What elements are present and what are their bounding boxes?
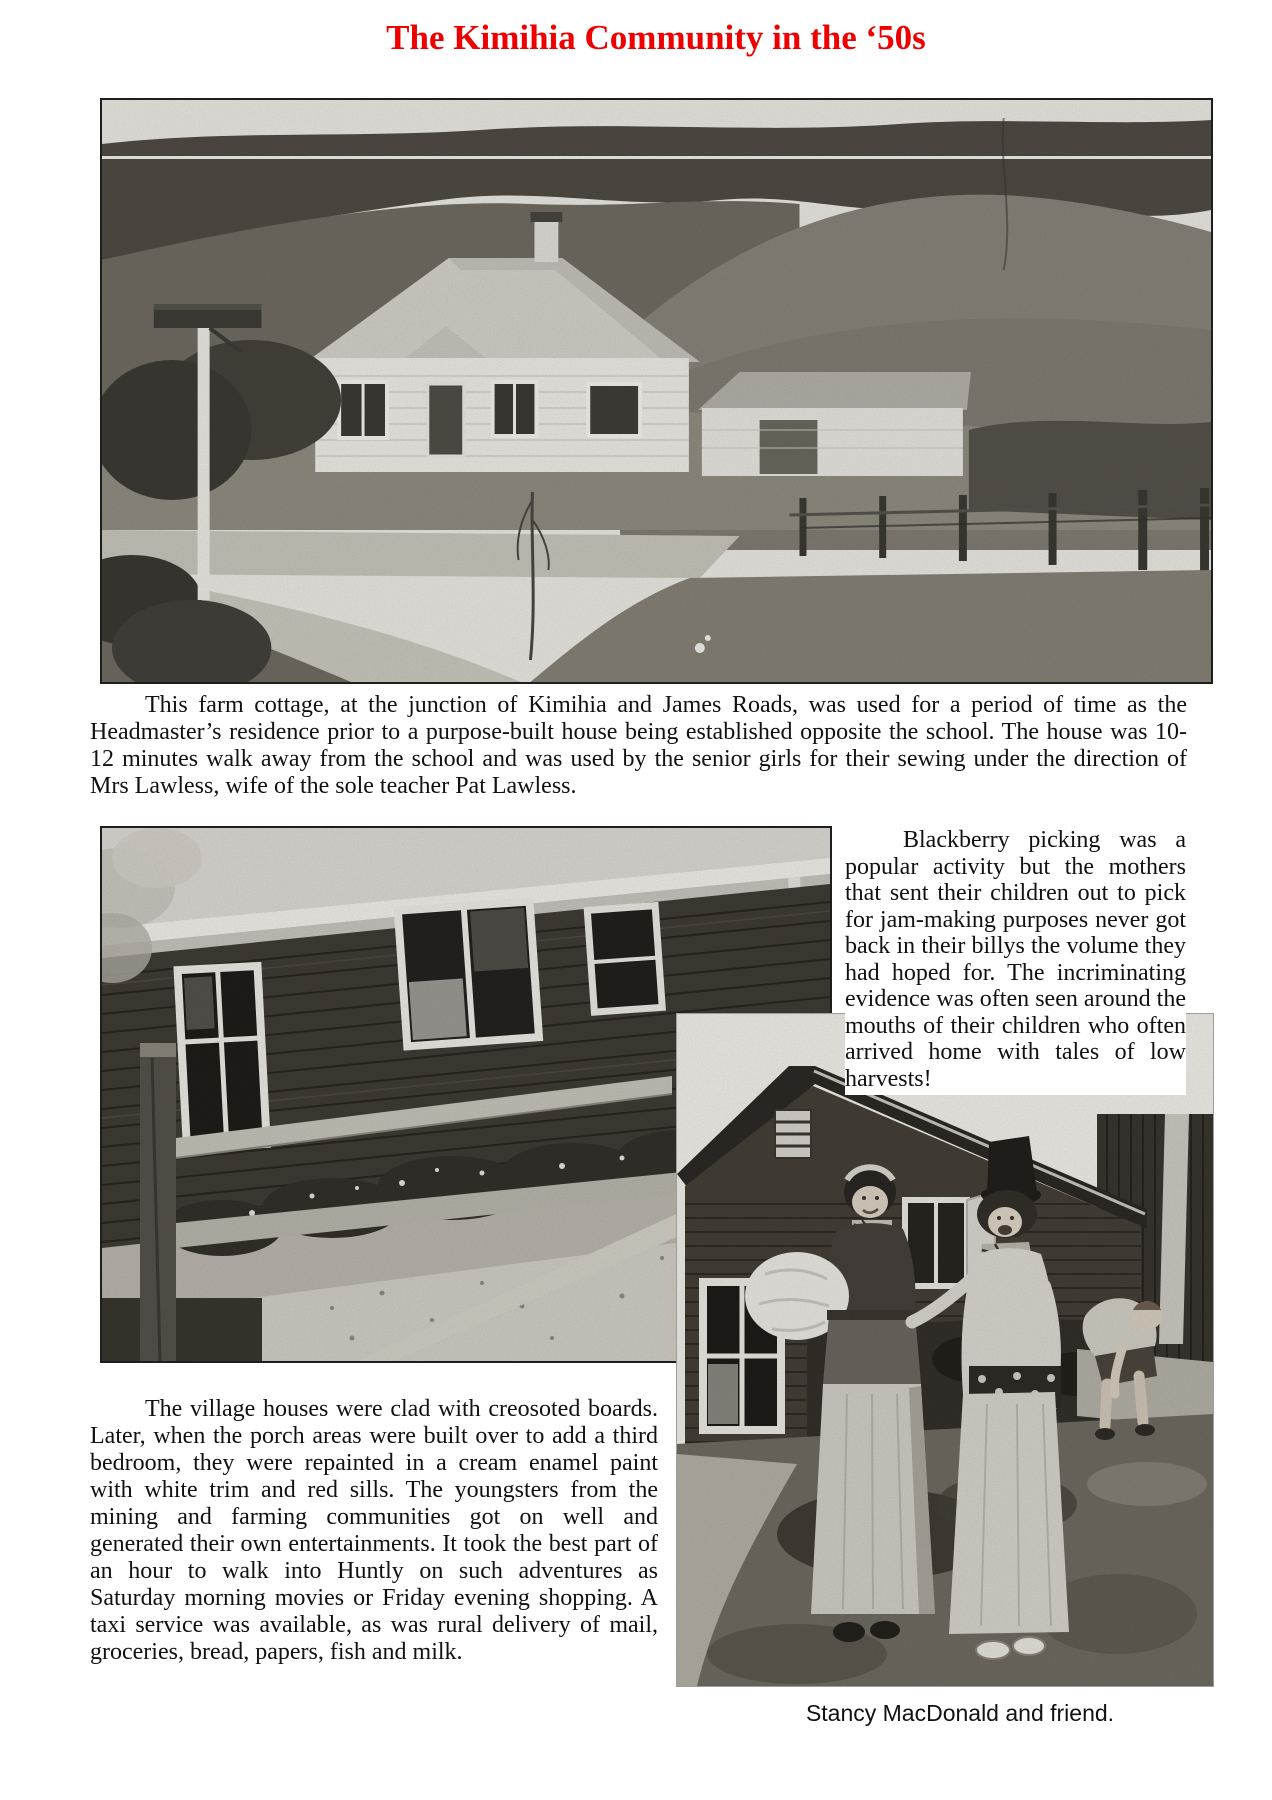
farm-cottage-paragraph: This farm cottage, at the junction of Kimihia and James Roads, was used for a period of time as the Headmaster’s residence prior to a purpose-built house being established opposite the school. The house was 10-12 minutes walk away from the school and was used by the senior girls for their sewing under the direction of Mrs Lawless, wife of the sole teacher Pat Lawless. <box>90 692 1187 799</box>
page-title: The Kimihia Community in the ‘50s <box>386 18 926 57</box>
stancy-photo <box>676 1013 1214 1687</box>
blackberry-paragraph: Blackberry picking was a popular activity but the mothers that sent their children out to pick for jam-making purposes never got back in their billys the volume they had hoped for. The incriminating evidence was often seen around the mouths of their children who often arrived home with tales of low harvests! <box>845 827 1186 1095</box>
farm-cottage-photo <box>100 98 1213 684</box>
photo-caption: Stancy MacDonald and friend. <box>805 1700 1115 1726</box>
village-houses-paragraph: The village houses were clad with creosoted boards. Later, when the porch areas were built over to add a third bedroom, they were repainted in a cream enamel paint with white trim and red sills. The youngsters from the mining and farming communities got on well and generated their own entertainments. It took the best part of an hour to walk into Huntly on such adventures as Saturday morning movies or Friday evening shopping. A taxi service was available, as was rural delivery of mail, groceries, bread, papers, fish and milk. <box>90 1396 658 1665</box>
